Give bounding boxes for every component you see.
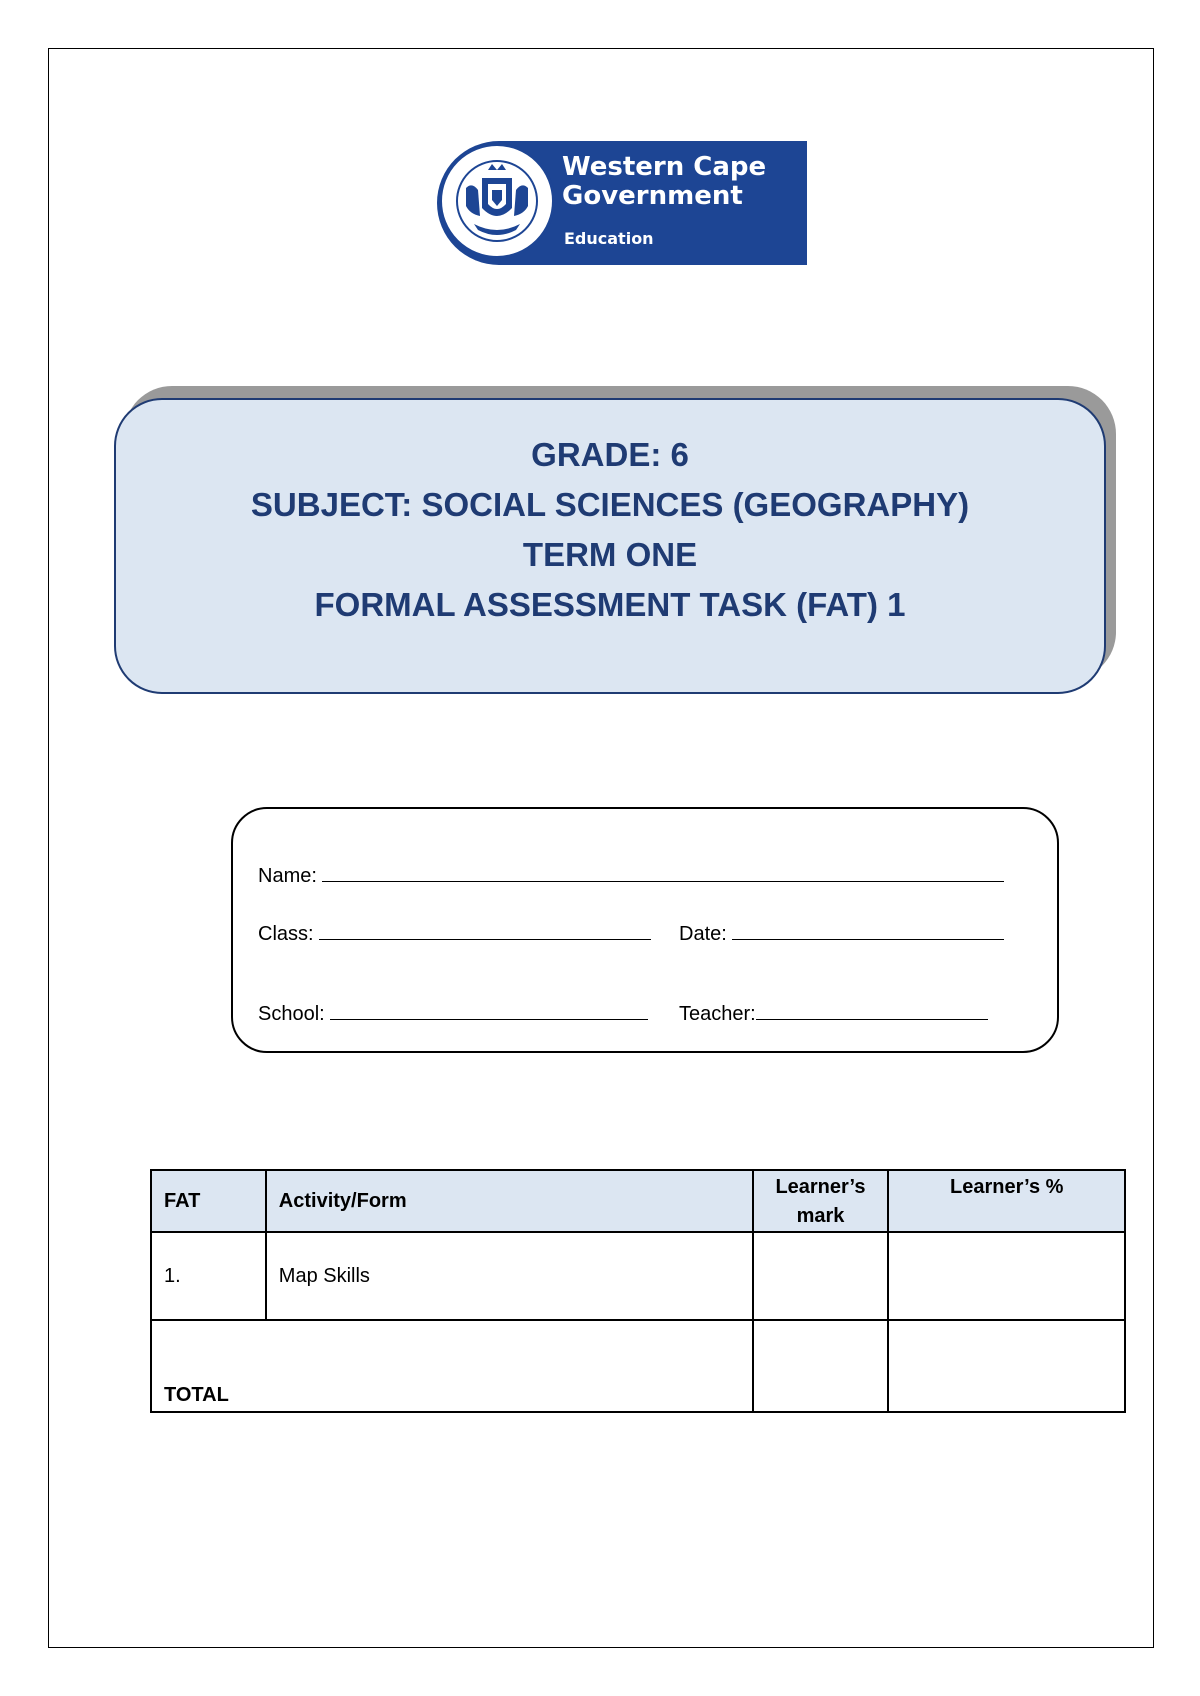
table-row: [151, 1232, 1125, 1320]
teacher-field[interactable]: [679, 1001, 988, 1026]
subject-title: SUBJECT: SOCIAL SCIENCES (GEOGRAPHY): [250, 486, 970, 523]
header-learner-percent: Learner’s %: [888, 1170, 1125, 1232]
total-label: TOTAL: [151, 1320, 753, 1412]
teacher-label: Teacher:: [679, 1003, 756, 1025]
header-fat: FAT: [151, 1170, 266, 1232]
logo-line-2: Government: [562, 181, 743, 211]
grade-title: GRADE: 6: [531, 436, 689, 473]
class-line[interactable]: [319, 921, 651, 940]
western-cape-government-logo: [437, 141, 807, 265]
date-label: Date:: [679, 923, 727, 945]
total-mark[interactable]: [753, 1320, 889, 1412]
cell-mark[interactable]: [753, 1232, 889, 1320]
name-line[interactable]: [322, 863, 1004, 882]
title-box: [114, 398, 1106, 694]
cell-activity: Map Skills: [266, 1232, 753, 1320]
task-title: FORMAL ASSESSMENT TASK (FAT) 1: [314, 586, 906, 623]
table-header-row: [151, 1170, 1125, 1232]
cell-fat: 1.: [151, 1232, 266, 1320]
fat-table: [150, 1169, 1126, 1413]
name-field[interactable]: [258, 863, 1004, 888]
total-row: [151, 1320, 1125, 1412]
term-title: TERM ONE: [522, 536, 698, 573]
teacher-line[interactable]: [756, 1001, 988, 1020]
class-field[interactable]: [258, 921, 651, 946]
header-learner-mark: Learner’s mark: [753, 1170, 889, 1232]
school-field[interactable]: [258, 1001, 648, 1026]
class-label: Class:: [258, 923, 314, 945]
logo-line-1: Western Cape: [562, 152, 767, 182]
total-percent[interactable]: [888, 1320, 1125, 1412]
cell-percent[interactable]: [888, 1232, 1125, 1320]
school-line[interactable]: [330, 1001, 648, 1020]
date-line[interactable]: [732, 921, 1004, 940]
name-label: Name:: [258, 865, 317, 887]
header-activity: Activity/Form: [266, 1170, 753, 1232]
school-label: School:: [258, 1003, 325, 1025]
logo-line-3: Education: [564, 229, 654, 248]
coat-of-arms-icon: [439, 143, 555, 259]
date-field[interactable]: [679, 921, 1004, 946]
learner-info-box: [231, 807, 1059, 1053]
